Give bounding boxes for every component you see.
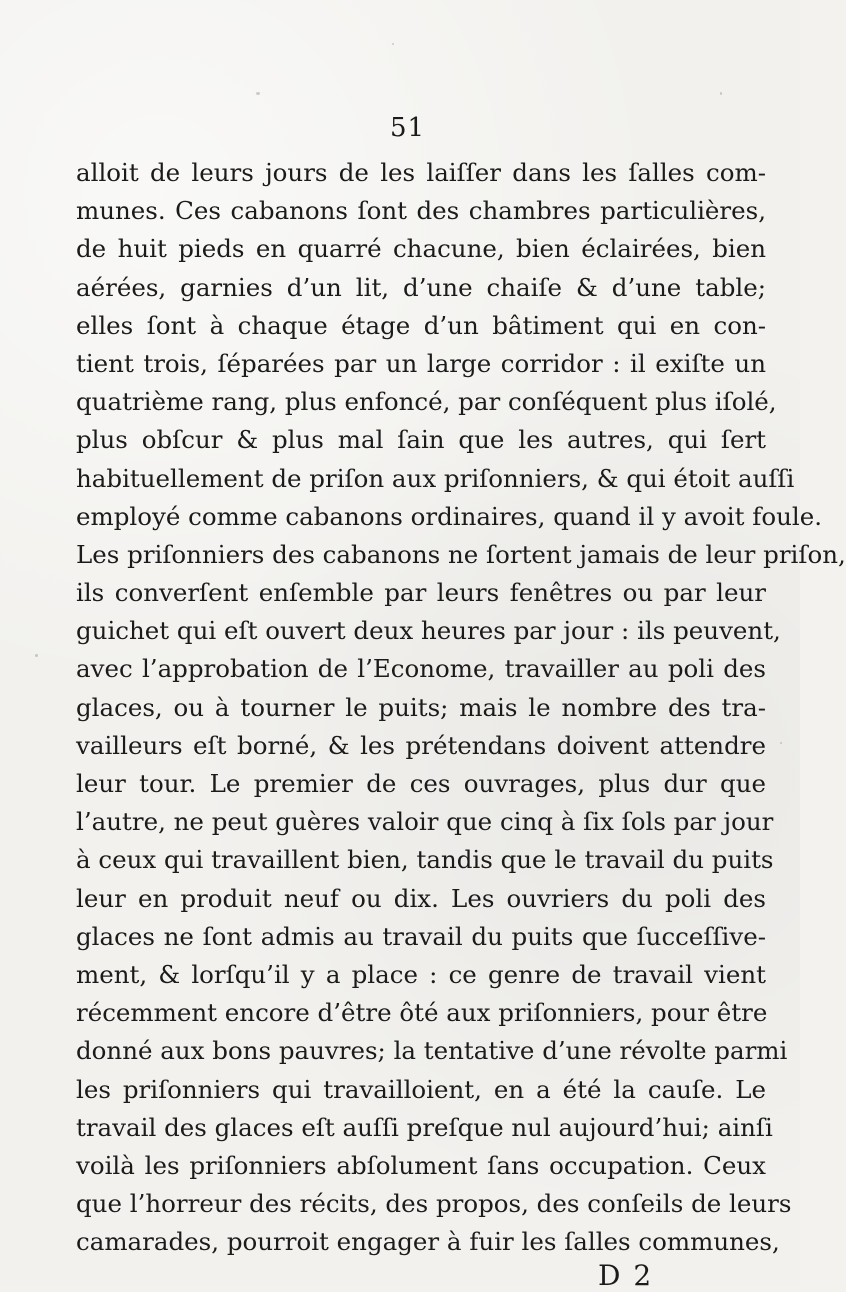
- text-line-19: à ceux qui travaillent bien, tandis que le travail du puits: [76, 845, 774, 875]
- text-line-16: vailleurs eſt borné, & les prétendans doivent attendre: [76, 730, 766, 760]
- text-line-20: leur en produit neuf ou dix. Les ouvriers du poli des: [76, 883, 766, 913]
- text-line-23: récemment encore d’être ôté aux priſonniers, pour être: [76, 998, 768, 1028]
- text-line-2: munes. Ces cabanons ſont des chambres particulières,: [76, 196, 766, 226]
- text-line-3: de huit pieds en quarré chacune, bien éclairées, bien: [76, 234, 766, 264]
- text-line-24: donné aux bons pauvres; la tentative d’une révolte parmi: [76, 1036, 788, 1066]
- text-line-13: guichet qui eſt ouvert deux heures par jour : ils peuvent,: [76, 616, 781, 646]
- text-line-18: l’autre, ne peut guères valoir que cinq à ſix ſols par jour: [76, 807, 774, 837]
- text-line-17: leur tour. Le premier de ces ouvrages, plus dur que: [76, 769, 766, 798]
- signature-mark: D 2: [598, 1259, 654, 1292]
- text-line-27: voilà les priſonniers abſolument ſans occupation. Ceux: [76, 1150, 766, 1180]
- text-line-7: quatrième rang, plus enfoncé, par conſéquent plus iſolé,: [76, 387, 777, 417]
- text-line-26: travail des glaces eſt auſſi preſque nul aujourd’hui; ainſi: [76, 1112, 773, 1142]
- text-line-28: que l’horreur des récits, des propos, des conſeils de leurs: [76, 1189, 792, 1219]
- text-line-22: ment, & lorſqu’il y a place : ce genre de travail vient: [76, 959, 766, 989]
- text-line-21: glaces ne ſont admis au travail du puits que ſucceſſive-: [76, 921, 766, 951]
- text-line-29: camarades, pourroit engager à fuir les ſalles communes,: [76, 1227, 780, 1257]
- text-line-12: ils converſent enſemble par leurs fenêtres ou par leur: [76, 578, 766, 608]
- paper-speck: [256, 92, 260, 95]
- paper-speck: [392, 43, 394, 45]
- body-text: [76, 154, 846, 1261]
- text-line-5: elles ſont à chaque étage d’un bâtiment qui en con-: [76, 310, 766, 340]
- text-line-15: glaces, ou à tourner le puits; mais le nombre des tra-: [76, 692, 766, 722]
- text-line-14: avec l’approbation de l’Econome, travailler au poli des: [76, 654, 766, 684]
- text-line-9: habituellement de priſon aux priſonniers, & qui étoit auſſi: [76, 463, 795, 493]
- text-line-6: tient trois, ſéparées par un large corridor : il exiſte un: [76, 348, 766, 378]
- paper-speck: [780, 742, 782, 744]
- text-line-4: aérées, garnies d’un lit, d’une chaiſe & d’une table;: [76, 272, 766, 302]
- text-line-8: plus obſcur & plus mal ſain que les autres, qui ſert: [76, 425, 766, 455]
- paper-speck: [35, 654, 38, 657]
- paper-speck: [720, 92, 722, 95]
- bleed-through-text: [480, 94, 770, 102]
- page-number: 51: [390, 113, 426, 143]
- text-line-10: employé comme cabanons ordinaires, quand il y avoit foule.: [76, 501, 822, 531]
- text-line-1: alloit de leurs jours de les laiſſer dans les ſalles com-: [76, 158, 766, 187]
- text-line-11: Les priſonniers des cabanons ne ſortent jamais de leur priſon,: [76, 539, 846, 569]
- text-line-25: les priſonniers qui travailloient, en a été la cauſe. Le: [76, 1074, 766, 1104]
